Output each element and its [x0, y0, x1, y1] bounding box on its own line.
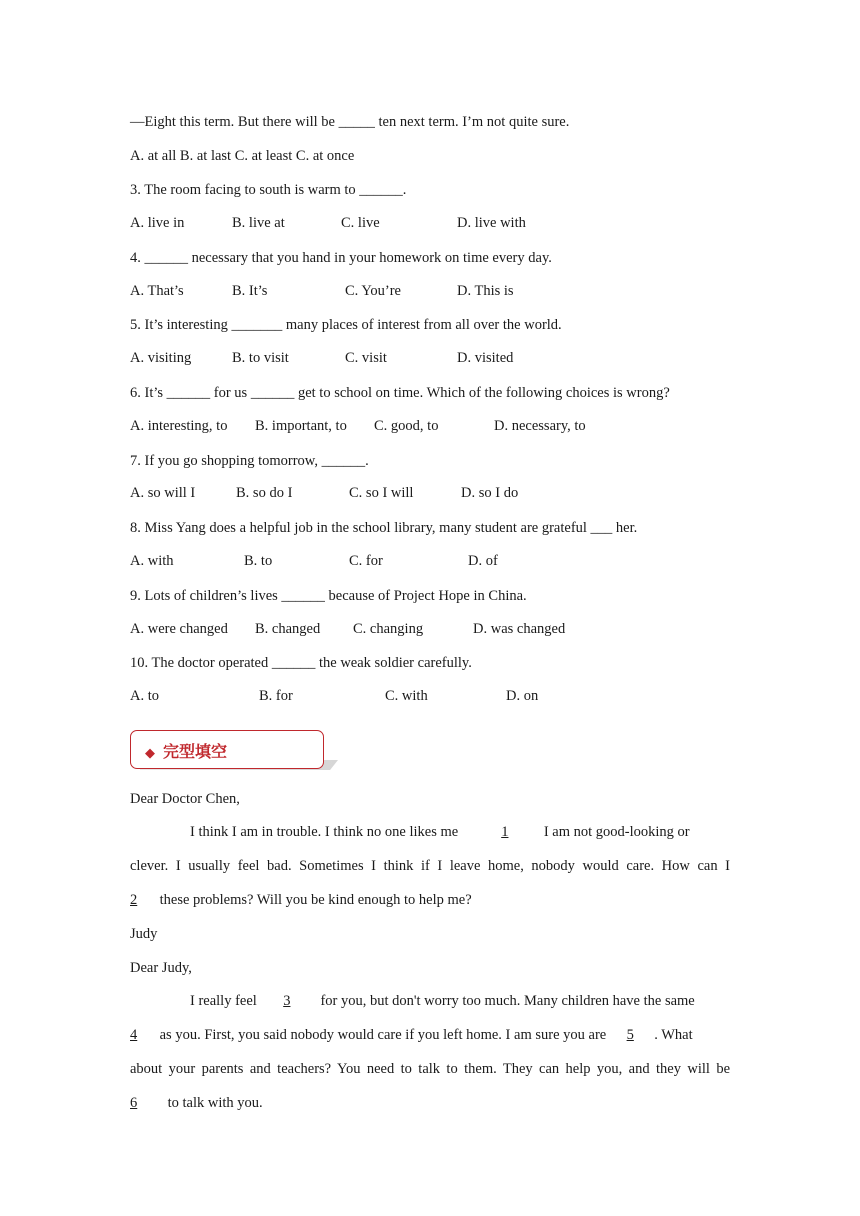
option-c: C. good, to: [374, 418, 439, 434]
option-c: C. visit: [345, 350, 387, 366]
option-b: B. to visit: [232, 350, 289, 366]
text: I am not good-looking or: [543, 824, 690, 840]
blank-6: 6: [130, 1095, 138, 1111]
question-stem: 4. ______ necessary that you hand in your homework on time every day.: [130, 250, 552, 266]
question-stem: 8. Miss Yang does a helpful job in the school library, many student are grateful ___ her.: [130, 520, 638, 536]
blank-4: 4: [130, 1027, 138, 1043]
blank-3: 3: [283, 993, 291, 1009]
text: I think I am in trouble. I think no one likes me: [190, 824, 459, 840]
option-b: B. It’s: [232, 283, 268, 299]
option-b: B. so do I: [236, 485, 293, 501]
blank-1: 1: [501, 824, 509, 840]
option-b: B. important, to: [255, 418, 347, 434]
text: to talk with you.: [167, 1095, 263, 1111]
question-options: A. at all B. at last C. at least C. at once: [130, 148, 355, 164]
letter-signature: Judy: [130, 926, 158, 942]
option-d: D. visited: [457, 350, 514, 366]
question-stem: 9. Lots of children’s lives ______ because of Project Hope in China.: [130, 588, 527, 604]
option-b: B. changed: [255, 621, 321, 637]
option-d: D. This is: [457, 283, 514, 299]
option-a: A. visiting: [130, 350, 192, 366]
letter-line: about your parents and teachers? You need to talk to them. They can help you, and they will be: [130, 1061, 730, 1077]
letter-line: [130, 1026, 693, 1044]
question-stem: 6. It’s ______ for us ______ get to school on time. Which of the following choices is wrong?: [130, 385, 670, 401]
option-a: A. were changed: [130, 621, 228, 637]
option-a: A. live in: [130, 215, 185, 231]
letter-line: [130, 1094, 263, 1112]
blank-5: 5: [626, 1027, 634, 1043]
text: as you. First, you said nobody would care if you left home. I am sure you are: [159, 1027, 607, 1043]
option-a: A. with: [130, 553, 174, 569]
blank-2: 2: [130, 892, 138, 908]
letter-line: [190, 823, 690, 841]
question-stem: 10. The doctor operated ______ the weak soldier carefully.: [130, 655, 472, 671]
option-c: C. so I will: [349, 485, 414, 501]
option-c: C. changing: [353, 621, 424, 637]
letter-line: [190, 992, 695, 1010]
text: for you, but don't worry too much. Many children have the same: [320, 993, 695, 1009]
option-d: D. of: [468, 553, 498, 569]
letter-line: clever. I usually feel bad. Sometimes I think if I leave home, nobody would care. How can I: [130, 858, 730, 874]
option-a: A. That’s: [130, 283, 184, 299]
question-stem: —Eight this term. But there will be _____ ten next term. I’m not quite sure.: [130, 114, 570, 130]
option-c: C. for: [349, 553, 383, 569]
option-c: C. You’re: [345, 283, 401, 299]
option-a: A. so will I: [130, 485, 196, 501]
question-stem: 7. If you go shopping tomorrow, ______.: [130, 453, 369, 469]
letter-line: [130, 891, 472, 909]
option-b: B. to: [244, 553, 273, 569]
option-d: D. so I do: [461, 485, 519, 501]
option-b: B. live at: [232, 215, 285, 231]
text: these problems? Will you be kind enough to help me?: [159, 892, 472, 908]
letter-greeting: Dear Judy,: [130, 960, 192, 976]
section-title-wrap: [145, 739, 227, 762]
option-d: D. was changed: [473, 621, 566, 637]
section-header: [130, 730, 324, 769]
question-stem: 3. The room facing to south is warm to ______.: [130, 182, 407, 198]
question-stem: 5. It’s interesting _______ many places of interest from all over the world.: [130, 317, 562, 333]
text: . What: [654, 1027, 693, 1043]
option-d: D. on: [506, 688, 539, 704]
option-c: C. live: [341, 215, 380, 231]
option-c: C. with: [385, 688, 428, 704]
option-a: A. interesting, to: [130, 418, 228, 434]
letter-greeting: Dear Doctor Chen,: [130, 791, 240, 807]
option-a: A. to: [130, 688, 159, 704]
option-b: B. for: [259, 688, 293, 704]
section-title: 完型填空: [163, 742, 228, 761]
diamond-icon: ◆: [145, 746, 155, 761]
option-d: D. necessary, to: [494, 418, 586, 434]
option-d: D. live with: [457, 215, 526, 231]
text: I really feel: [190, 993, 257, 1009]
